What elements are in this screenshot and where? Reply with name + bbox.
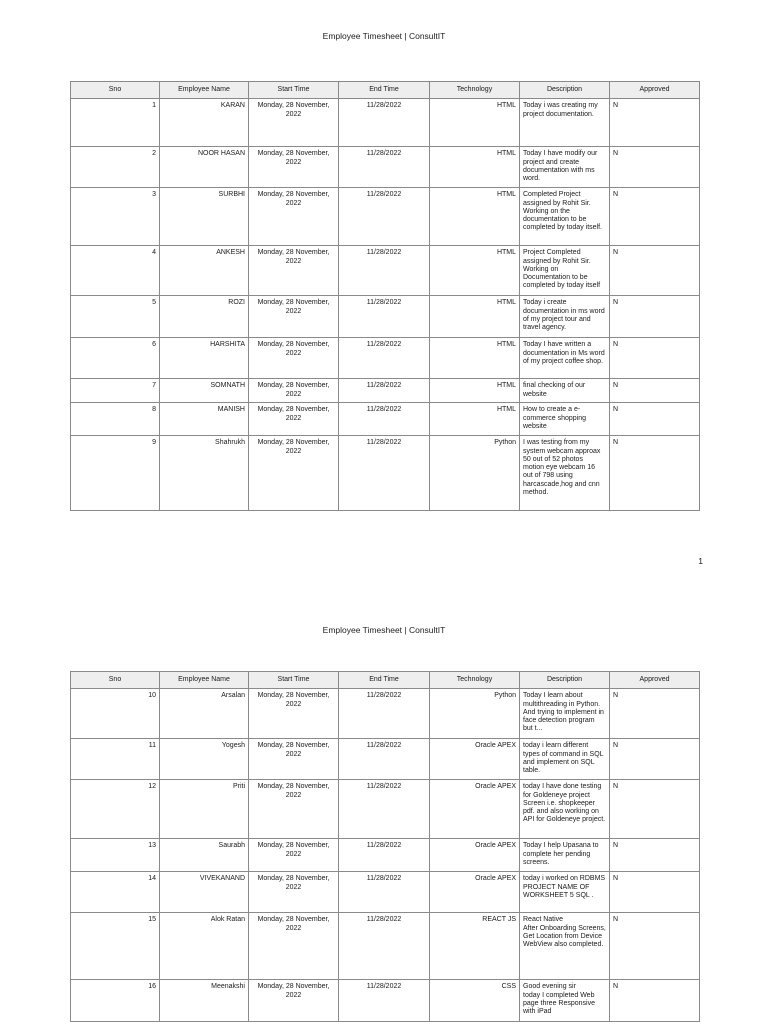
cell-sno: 16 bbox=[71, 980, 160, 1022]
cell-employee-name: HARSHITA bbox=[160, 338, 249, 379]
cell-description: Project Completed assigned by Rohit Sir. Working on Documentation to be completed by today itself bbox=[520, 246, 610, 296]
cell-description: final checking of our website bbox=[520, 379, 610, 403]
cell-technology: HTML bbox=[430, 188, 520, 246]
cell-start-time: Monday, 28 November, 2022 bbox=[249, 980, 339, 1022]
cell-start-time: Monday, 28 November, 2022 bbox=[249, 689, 339, 739]
cell-approved: N bbox=[610, 689, 700, 739]
cell-description: Today I learn about multithreading in Python. And trying to implement in face detection program but t... bbox=[520, 689, 610, 739]
cell-technology: Oracle APEX bbox=[430, 839, 520, 872]
cell-start-time: Monday, 28 November, 2022 bbox=[249, 379, 339, 403]
cell-sno: 11 bbox=[71, 739, 160, 780]
page-number: 1 bbox=[698, 556, 703, 566]
cell-start-time: Monday, 28 November, 2022 bbox=[249, 403, 339, 436]
column-header-sno: Sno bbox=[71, 672, 160, 689]
table-row bbox=[71, 839, 700, 872]
cell-start-time: Monday, 28 November, 2022 bbox=[249, 872, 339, 913]
cell-approved: N bbox=[610, 872, 700, 913]
cell-end-time: 11/28/2022 bbox=[339, 872, 430, 913]
cell-start-time: Monday, 28 November, 2022 bbox=[249, 147, 339, 188]
cell-employee-name: Priti bbox=[160, 780, 249, 839]
cell-sno: 5 bbox=[71, 296, 160, 338]
cell-end-time: 11/28/2022 bbox=[339, 296, 430, 338]
cell-description: Today I help Upasana to complete her pending screens. bbox=[520, 839, 610, 872]
table-row bbox=[71, 980, 700, 1022]
cell-end-time: 11/28/2022 bbox=[339, 689, 430, 739]
cell-sno: 12 bbox=[71, 780, 160, 839]
cell-sno: 4 bbox=[71, 246, 160, 296]
cell-approved: N bbox=[610, 99, 700, 147]
cell-sno: 15 bbox=[71, 913, 160, 980]
cell-approved: N bbox=[610, 246, 700, 296]
cell-approved: N bbox=[610, 379, 700, 403]
cell-end-time: 11/28/2022 bbox=[339, 147, 430, 188]
column-header-start-time: Start Time bbox=[249, 82, 339, 99]
cell-start-time: Monday, 28 November, 2022 bbox=[249, 839, 339, 872]
cell-description: Today i create documentation in ms word of my project tour and travel agency. bbox=[520, 296, 610, 338]
cell-start-time: Monday, 28 November, 2022 bbox=[249, 338, 339, 379]
cell-technology: HTML bbox=[430, 246, 520, 296]
cell-end-time: 11/28/2022 bbox=[339, 436, 430, 511]
column-header-employee-name: Employee Name bbox=[160, 672, 249, 689]
cell-sno: 10 bbox=[71, 689, 160, 739]
cell-end-time: 11/28/2022 bbox=[339, 403, 430, 436]
table-header-row bbox=[71, 672, 700, 689]
cell-sno: 9 bbox=[71, 436, 160, 511]
cell-approved: N bbox=[610, 780, 700, 839]
cell-start-time: Monday, 28 November, 2022 bbox=[249, 780, 339, 839]
cell-employee-name: Alok Ratan bbox=[160, 913, 249, 980]
cell-approved: N bbox=[610, 436, 700, 511]
cell-end-time: 11/28/2022 bbox=[339, 379, 430, 403]
table-row bbox=[71, 689, 700, 739]
cell-approved: N bbox=[610, 403, 700, 436]
cell-approved: N bbox=[610, 913, 700, 980]
cell-start-time: Monday, 28 November, 2022 bbox=[249, 246, 339, 296]
cell-end-time: 11/28/2022 bbox=[339, 188, 430, 246]
cell-end-time: 11/28/2022 bbox=[339, 839, 430, 872]
table-row bbox=[71, 872, 700, 913]
cell-sno: 13 bbox=[71, 839, 160, 872]
page-title: Employee Timesheet | ConsultIT bbox=[322, 31, 446, 41]
cell-sno: 1 bbox=[71, 99, 160, 147]
cell-technology: HTML bbox=[430, 403, 520, 436]
page-title: Employee Timesheet | ConsultIT bbox=[322, 625, 446, 635]
column-header-employee-name: Employee Name bbox=[160, 82, 249, 99]
cell-employee-name: KARAN bbox=[160, 99, 249, 147]
cell-description: How to create a e-commerce shopping website bbox=[520, 403, 610, 436]
cell-start-time: Monday, 28 November, 2022 bbox=[249, 188, 339, 246]
cell-end-time: 11/28/2022 bbox=[339, 980, 430, 1022]
cell-employee-name: Arsalan bbox=[160, 689, 249, 739]
cell-approved: N bbox=[610, 147, 700, 188]
column-header-start-time: Start Time bbox=[249, 672, 339, 689]
cell-technology: Python bbox=[430, 436, 520, 511]
cell-description: today i learn different types of command in SQL and implement on SQL table. bbox=[520, 739, 610, 780]
cell-end-time: 11/28/2022 bbox=[339, 338, 430, 379]
cell-technology: Python bbox=[430, 689, 520, 739]
cell-approved: N bbox=[610, 188, 700, 246]
cell-sno: 14 bbox=[71, 872, 160, 913]
cell-technology: HTML bbox=[430, 296, 520, 338]
table-row bbox=[71, 913, 700, 980]
cell-technology: REACT JS bbox=[430, 913, 520, 980]
cell-start-time: Monday, 28 November, 2022 bbox=[249, 436, 339, 511]
cell-technology: CSS bbox=[430, 980, 520, 1022]
cell-description: Completed Project assigned by Rohit Sir. Working on the documentation to be completed by today itself. bbox=[520, 188, 610, 246]
table-row bbox=[71, 780, 700, 839]
column-header-technology: Technology bbox=[430, 82, 520, 99]
column-header-approved: Approved bbox=[610, 672, 700, 689]
cell-employee-name: ANKESH bbox=[160, 246, 249, 296]
table-body bbox=[71, 689, 700, 1022]
column-header-sno: Sno bbox=[71, 82, 160, 99]
cell-description: Today I have modify our project and create documentation with ms word. bbox=[520, 147, 610, 188]
cell-sno: 8 bbox=[71, 403, 160, 436]
column-header-technology: Technology bbox=[430, 672, 520, 689]
cell-end-time: 11/28/2022 bbox=[339, 246, 430, 296]
cell-employee-name: Meenakshi bbox=[160, 980, 249, 1022]
cell-technology: Oracle APEX bbox=[430, 739, 520, 780]
cell-start-time: Monday, 28 November, 2022 bbox=[249, 99, 339, 147]
column-header-description: Description bbox=[520, 82, 610, 99]
cell-approved: N bbox=[610, 980, 700, 1022]
cell-technology: HTML bbox=[430, 147, 520, 188]
cell-end-time: 11/28/2022 bbox=[339, 739, 430, 780]
cell-employee-name: MANISH bbox=[160, 403, 249, 436]
column-header-end-time: End Time bbox=[339, 82, 430, 99]
cell-sno: 6 bbox=[71, 338, 160, 379]
cell-start-time: Monday, 28 November, 2022 bbox=[249, 913, 339, 980]
cell-technology: Oracle APEX bbox=[430, 780, 520, 839]
timesheet-table bbox=[70, 671, 700, 1022]
cell-end-time: 11/28/2022 bbox=[339, 99, 430, 147]
cell-sno: 3 bbox=[71, 188, 160, 246]
cell-sno: 7 bbox=[71, 379, 160, 403]
cell-employee-name: NOOR HASAN bbox=[160, 147, 249, 188]
cell-approved: N bbox=[610, 296, 700, 338]
column-header-description: Description bbox=[520, 672, 610, 689]
cell-employee-name: VIVEKANAND bbox=[160, 872, 249, 913]
cell-technology: HTML bbox=[430, 99, 520, 147]
cell-employee-name: SOMNATH bbox=[160, 379, 249, 403]
cell-technology: HTML bbox=[430, 379, 520, 403]
cell-description: Good evening sir today I completed Web page three Responsive with iPad bbox=[520, 980, 610, 1022]
cell-employee-name: ROZI bbox=[160, 296, 249, 338]
cell-start-time: Monday, 28 November, 2022 bbox=[249, 296, 339, 338]
cell-start-time: Monday, 28 November, 2022 bbox=[249, 739, 339, 780]
cell-description: Today I have written a documentation in Ms word of my project coffee shop. bbox=[520, 338, 610, 379]
cell-sno: 2 bbox=[71, 147, 160, 188]
cell-technology: HTML bbox=[430, 338, 520, 379]
cell-description: I was testing from my system webcam approax 50 out of 52 photos motion eye webcam 16 out of 798 using harcascade,hog and cnn method. bbox=[520, 436, 610, 511]
table-row bbox=[71, 739, 700, 780]
cell-approved: N bbox=[610, 338, 700, 379]
cell-approved: N bbox=[610, 839, 700, 872]
cell-end-time: 11/28/2022 bbox=[339, 913, 430, 980]
cell-description: Today i was creating my project documentation. bbox=[520, 99, 610, 147]
column-header-approved: Approved bbox=[610, 82, 700, 99]
cell-description: React Native After Onboarding Screens, Get Location from Device WebView also completed. bbox=[520, 913, 610, 980]
cell-approved: N bbox=[610, 739, 700, 780]
cell-technology: Oracle APEX bbox=[430, 872, 520, 913]
cell-employee-name: Yogesh bbox=[160, 739, 249, 780]
cell-employee-name: Shahrukh bbox=[160, 436, 249, 511]
cell-description: today i worked on RDBMS PROJECT NAME OF WORKSHEET 5 SQL . bbox=[520, 872, 610, 913]
cell-description: today I have done testing for Goldeneye project Screen i.e. shopkeeper pdf. and also working on API for Goldeneye project. bbox=[520, 780, 610, 839]
cell-end-time: 11/28/2022 bbox=[339, 780, 430, 839]
cell-employee-name: Saurabh bbox=[160, 839, 249, 872]
cell-employee-name: SURBHI bbox=[160, 188, 249, 246]
column-header-end-time: End Time bbox=[339, 672, 430, 689]
